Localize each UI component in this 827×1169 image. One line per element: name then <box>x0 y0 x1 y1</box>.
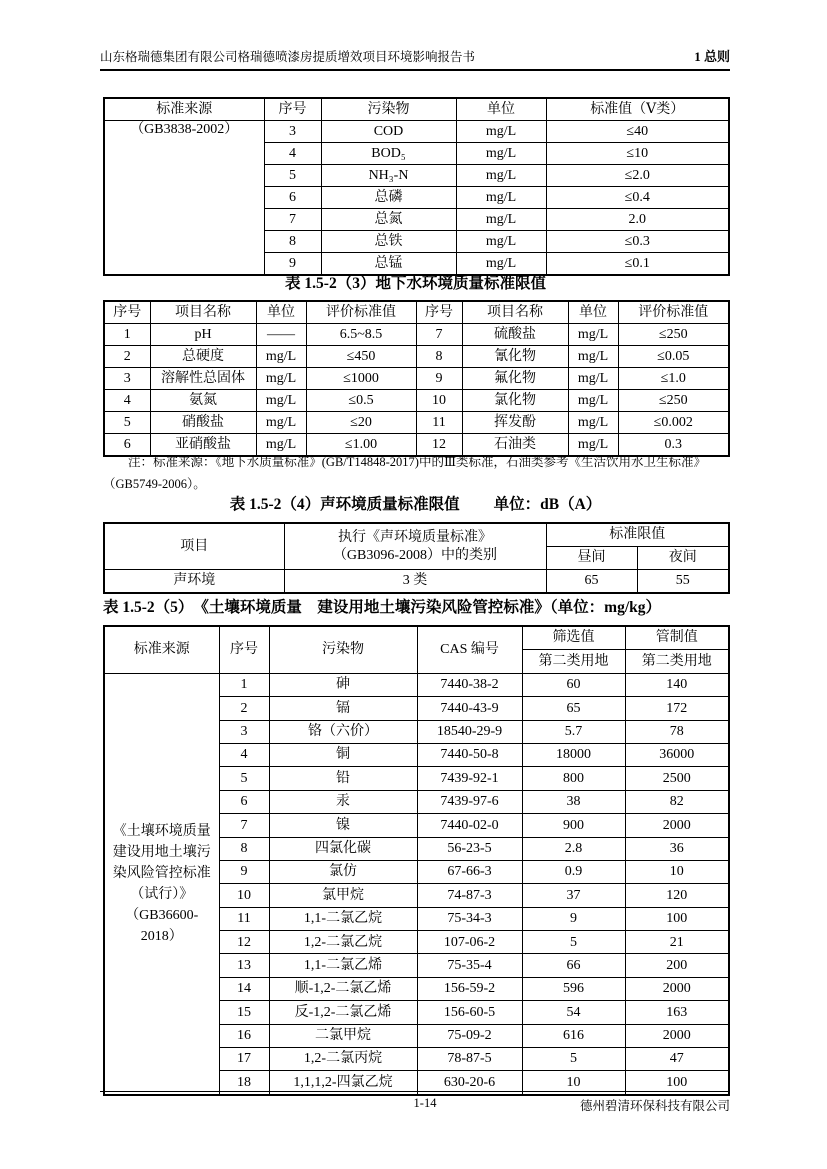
cell-value: ≤20 <box>306 412 416 434</box>
cell-unit: mg/L <box>568 346 618 368</box>
table-row <box>104 324 729 346</box>
cell-no: 14 <box>219 977 269 1000</box>
chapter-label: 1 总则 <box>694 49 730 64</box>
col-header-screen-land: 第二类用地 <box>522 650 625 673</box>
cell-cas: 7440-38-2 <box>417 673 522 696</box>
cell-control: 78 <box>625 720 729 743</box>
cell-value: ≤0.05 <box>618 346 729 368</box>
cell-unit: —— <box>256 324 306 346</box>
cell-unit: mg/L <box>256 368 306 390</box>
cell-screen: 5 <box>522 931 625 954</box>
cell-no: 8 <box>264 231 321 253</box>
cell-pollutant: 总锰 <box>321 253 456 276</box>
note-line-2: （GB5749-2006）。 <box>103 477 206 491</box>
col-header-unit: 单位 <box>456 98 546 121</box>
cell-pollutant: 反-1,2-二氯乙烯 <box>269 1001 417 1024</box>
cell-value: ≤250 <box>618 390 729 412</box>
cell-name: 氨氮 <box>150 390 256 412</box>
cell-name: 亚硝酸盐 <box>150 434 256 457</box>
col-header-control: 管制值 <box>625 626 729 650</box>
cell-screen: 596 <box>522 977 625 1000</box>
cell-cas: 630-20-6 <box>417 1071 522 1095</box>
cell-value: ≤0.3 <box>546 231 729 253</box>
col-header-name: 项目名称 <box>462 301 568 324</box>
cell-screen: 18000 <box>522 743 625 766</box>
table-row <box>104 412 729 434</box>
cell-no: 12 <box>219 931 269 954</box>
col-header-category <box>284 523 546 570</box>
cell-pollutant: 氯仿 <box>269 860 417 883</box>
cell-cas: 56-23-5 <box>417 837 522 860</box>
cell-name: 硝酸盐 <box>150 412 256 434</box>
cell-day: 65 <box>546 570 637 594</box>
cell-value: ≤40 <box>546 121 729 143</box>
cell-value: 2.0 <box>546 209 729 231</box>
category-header-line2: （GB3096-2008）中的类别 <box>332 547 498 563</box>
groundwater-table-caption: 表 1.5-2（3）地下水环境质量标准限值 <box>285 275 546 292</box>
cell-cas: 156-60-5 <box>417 1001 522 1024</box>
table-header-row <box>104 523 729 547</box>
cell-control: 100 <box>625 1071 729 1095</box>
cell-category: 3 类 <box>284 570 546 594</box>
cell-screen: 66 <box>522 954 625 977</box>
cell-name: 氯化物 <box>462 390 568 412</box>
cell-value: ≤0.002 <box>618 412 729 434</box>
cell-no: 2 <box>104 346 150 368</box>
table-header-row <box>104 301 729 324</box>
col-header-day: 昼间 <box>546 547 637 570</box>
cell-name: 硫酸盐 <box>462 324 568 346</box>
noise-caption-title: 表 1.5-2（4）声环境质量标准限值 <box>229 496 460 513</box>
cell-pollutant: 总铁 <box>321 231 456 253</box>
cell-no: 1 <box>219 673 269 696</box>
cell-screen: 54 <box>522 1001 625 1024</box>
cell-unit: mg/L <box>456 231 546 253</box>
col-header-item: 项目 <box>104 523 284 570</box>
cell-unit: mg/L <box>568 434 618 457</box>
cell-no: 4 <box>219 743 269 766</box>
cell-value: ≤1000 <box>306 368 416 390</box>
cell-control: 47 <box>625 1048 729 1071</box>
cell-screen: 800 <box>522 767 625 790</box>
col-header-screen: 筛选值 <box>522 626 625 650</box>
cell-no: 6 <box>104 434 150 457</box>
col-header-night: 夜间 <box>637 547 729 570</box>
cell-no: 11 <box>416 412 462 434</box>
cell-no: 9 <box>416 368 462 390</box>
cell-no: 3 <box>219 720 269 743</box>
cell-value: ≤10 <box>546 143 729 165</box>
col-header-limit: 标准限值 <box>546 523 729 547</box>
groundwater-note <box>103 451 735 495</box>
table-row <box>104 368 729 390</box>
cell-cas: 75-09-2 <box>417 1024 522 1047</box>
cell-no: 16 <box>219 1024 269 1047</box>
cell-pollutant: 1,1-二氯乙烯 <box>269 954 417 977</box>
cell-pollutant: 二氯甲烷 <box>269 1024 417 1047</box>
col-header-unit: 单位 <box>568 301 618 324</box>
col-header-value: 标准值（Ⅴ类） <box>546 98 729 121</box>
cell-no: 9 <box>264 253 321 276</box>
cell-cas: 75-34-3 <box>417 907 522 930</box>
cell-control: 2000 <box>625 814 729 837</box>
cell-value: ≤0.4 <box>546 187 729 209</box>
cell-control: 36 <box>625 837 729 860</box>
cell-pollutant: NH₃-N <box>321 165 456 187</box>
cell-no: 5 <box>264 165 321 187</box>
cell-control: 163 <box>625 1001 729 1024</box>
page-header <box>100 46 730 71</box>
col-header-value: 评价标准值 <box>306 301 416 324</box>
cell-cas: 78-87-5 <box>417 1048 522 1071</box>
cell-no: 7 <box>219 814 269 837</box>
cell-screen: 5.7 <box>522 720 625 743</box>
cell-screen: 9 <box>522 907 625 930</box>
cell-pollutant: 砷 <box>269 673 417 696</box>
surface-water-table <box>103 97 730 276</box>
cell-unit: mg/L <box>456 165 546 187</box>
cell-no: 2 <box>219 697 269 720</box>
cell-control: 82 <box>625 790 729 813</box>
cell-unit: mg/L <box>456 121 546 143</box>
cell-control: 120 <box>625 884 729 907</box>
cell-name: 石油类 <box>462 434 568 457</box>
cell-pollutant: 1,1,1,2-四氯乙烷 <box>269 1071 417 1095</box>
cell-screen: 10 <box>522 1071 625 1095</box>
cell-unit: mg/L <box>568 368 618 390</box>
cell-value: 0.3 <box>618 434 729 457</box>
cell-no: 10 <box>219 884 269 907</box>
cell-control: 21 <box>625 931 729 954</box>
cell-control: 2000 <box>625 977 729 1000</box>
cell-no: 11 <box>219 907 269 930</box>
cell-name: 氟化物 <box>462 368 568 390</box>
noise-table <box>103 522 730 594</box>
col-header-no: 序号 <box>416 301 462 324</box>
cell-no: 7 <box>264 209 321 231</box>
cell-no: 13 <box>219 954 269 977</box>
cell-pollutant: 1,1-二氯乙烷 <box>269 907 417 930</box>
cell-no: 18 <box>219 1071 269 1095</box>
cell-control: 200 <box>625 954 729 977</box>
groundwater-table <box>103 300 730 457</box>
cell-pollutant: 氯甲烷 <box>269 884 417 907</box>
noise-caption-unit: 单位：dB（A） <box>493 496 602 513</box>
col-header-name: 项目名称 <box>150 301 256 324</box>
cell-value: ≤1.0 <box>618 368 729 390</box>
cell-pollutant: 汞 <box>269 790 417 813</box>
noise-table-caption <box>103 492 728 514</box>
col-header-pollutant: 污染物 <box>321 98 456 121</box>
cell-screen: 60 <box>522 673 625 696</box>
cell-screen: 65 <box>522 697 625 720</box>
cell-unit: mg/L <box>456 187 546 209</box>
cell-pollutant: 镉 <box>269 697 417 720</box>
cell-screen: 38 <box>522 790 625 813</box>
cell-name: 总硬度 <box>150 346 256 368</box>
footer-company: 德州碧清环保科技有限公司 <box>579 1099 730 1113</box>
document-title: 山东格瑞德集团有限公司格瑞德喷漆房提质增效项目环境影响报告书 <box>100 50 476 64</box>
cell-screen: 2.8 <box>522 837 625 860</box>
cell-pollutant: 总氮 <box>321 209 456 231</box>
page-footer <box>100 1091 730 1114</box>
cell-control: 2500 <box>625 767 729 790</box>
cell-no: 17 <box>219 1048 269 1071</box>
cell-no: 8 <box>416 346 462 368</box>
cell-unit: mg/L <box>456 253 546 276</box>
cell-cas: 107-06-2 <box>417 931 522 954</box>
col-header-source: 标准来源 <box>104 98 264 121</box>
cell-cas: 7439-97-6 <box>417 790 522 813</box>
cell-screen: 616 <box>522 1024 625 1047</box>
cell-no: 6 <box>219 790 269 813</box>
cell-name: 溶解性总固体 <box>150 368 256 390</box>
cell-no: 10 <box>416 390 462 412</box>
table-row <box>104 346 729 368</box>
page-number: 1-14 <box>413 1096 437 1110</box>
cell-pollutant: 铬（六价） <box>269 720 417 743</box>
cell-cas: 7440-43-9 <box>417 697 522 720</box>
cell-no: 4 <box>264 143 321 165</box>
cell-pollutant: 1,2-二氯丙烷 <box>269 1048 417 1071</box>
cell-name: 挥发酚 <box>462 412 568 434</box>
cell-pollutant: 铅 <box>269 767 417 790</box>
table-row <box>104 673 729 696</box>
col-header-unit: 单位 <box>256 301 306 324</box>
cell-no: 4 <box>104 390 150 412</box>
cell-no: 1 <box>104 324 150 346</box>
col-header-cas: CAS 编号 <box>417 626 522 673</box>
soil-table-caption: 表 1.5-2（5） 《土壤环境质量 建设用地土壤污染风险管控标准》（单位：mg/kg） <box>103 599 662 616</box>
cell-control: 10 <box>625 860 729 883</box>
cell-pollutant: 顺-1,2-二氯乙烯 <box>269 977 417 1000</box>
col-header-source: 标准来源 <box>104 626 219 673</box>
cell-pollutant: 1,2-二氯乙烷 <box>269 931 417 954</box>
cell-control: 172 <box>625 697 729 720</box>
cell-pollutant: 镍 <box>269 814 417 837</box>
cell-unit: mg/L <box>568 390 618 412</box>
standard-source-cell: （GB3838-2002） <box>104 121 264 276</box>
table-header-row <box>104 626 729 650</box>
table-row <box>104 570 729 594</box>
cell-cas: 7440-50-8 <box>417 743 522 766</box>
cell-value: ≤250 <box>618 324 729 346</box>
cell-no: 5 <box>104 412 150 434</box>
cell-no: 3 <box>264 121 321 143</box>
cell-unit: mg/L <box>456 143 546 165</box>
cell-unit: mg/L <box>256 346 306 368</box>
cell-cas: 74-87-3 <box>417 884 522 907</box>
cell-value: ≤1.00 <box>306 434 416 457</box>
cell-cas: 7440-02-0 <box>417 814 522 837</box>
cell-no: 7 <box>416 324 462 346</box>
cell-no: 6 <box>264 187 321 209</box>
cell-no: 12 <box>416 434 462 457</box>
col-header-value: 评价标准值 <box>618 301 729 324</box>
col-header-no: 序号 <box>104 301 150 324</box>
cell-pollutant: 铜 <box>269 743 417 766</box>
cell-pollutant: BOD₅ <box>321 143 456 165</box>
cell-screen: 900 <box>522 814 625 837</box>
cell-no: 5 <box>219 767 269 790</box>
cell-no: 9 <box>219 860 269 883</box>
cell-unit: mg/L <box>256 434 306 457</box>
cell-control: 140 <box>625 673 729 696</box>
cell-value: ≤0.1 <box>546 253 729 276</box>
cell-pollutant: COD <box>321 121 456 143</box>
cell-name: pH <box>150 324 256 346</box>
cell-control: 100 <box>625 907 729 930</box>
note-line-1: 注：标准来源：《地下水质量标准》(GB/T14848-2017)中的Ⅲ类标准，石油类参考《生活饮用水卫生标准》 <box>128 455 707 469</box>
cell-control: 36000 <box>625 743 729 766</box>
cell-no: 3 <box>104 368 150 390</box>
table-row <box>104 121 729 143</box>
cell-unit: mg/L <box>256 412 306 434</box>
cell-no: 15 <box>219 1001 269 1024</box>
cell-control: 2000 <box>625 1024 729 1047</box>
cell-screen: 0.9 <box>522 860 625 883</box>
cell-no: 8 <box>219 837 269 860</box>
cell-cas: 67-66-3 <box>417 860 522 883</box>
cell-night: 55 <box>637 570 729 594</box>
cell-value: ≤2.0 <box>546 165 729 187</box>
cell-cas: 156-59-2 <box>417 977 522 1000</box>
table-row <box>104 390 729 412</box>
soil-table <box>103 625 730 1096</box>
table-header-row <box>104 98 729 121</box>
standard-source-cell: 《土壤环境质量 建设用地土壤污染风险管控标准（试行）》（GB36600-2018） <box>104 673 219 1095</box>
cell-screen: 5 <box>522 1048 625 1071</box>
cell-value: 6.5~8.5 <box>306 324 416 346</box>
cell-item: 声环境 <box>104 570 284 594</box>
cell-cas: 18540-29-9 <box>417 720 522 743</box>
cell-unit: mg/L <box>256 390 306 412</box>
cell-unit: mg/L <box>568 324 618 346</box>
cell-value: ≤450 <box>306 346 416 368</box>
col-header-no: 序号 <box>264 98 321 121</box>
cell-cas: 75-35-4 <box>417 954 522 977</box>
col-header-pollutant: 污染物 <box>269 626 417 673</box>
cell-unit: mg/L <box>568 412 618 434</box>
cell-pollutant: 四氯化碳 <box>269 837 417 860</box>
cell-pollutant: 总磷 <box>321 187 456 209</box>
col-header-no: 序号 <box>219 626 269 673</box>
cell-unit: mg/L <box>456 209 546 231</box>
cell-cas: 7439-92-1 <box>417 767 522 790</box>
cell-screen: 37 <box>522 884 625 907</box>
col-header-control-land: 第二类用地 <box>625 650 729 673</box>
category-header-line1: 执行《声环境质量标准》 <box>338 530 492 545</box>
cell-name: 氰化物 <box>462 346 568 368</box>
cell-value: ≤0.5 <box>306 390 416 412</box>
